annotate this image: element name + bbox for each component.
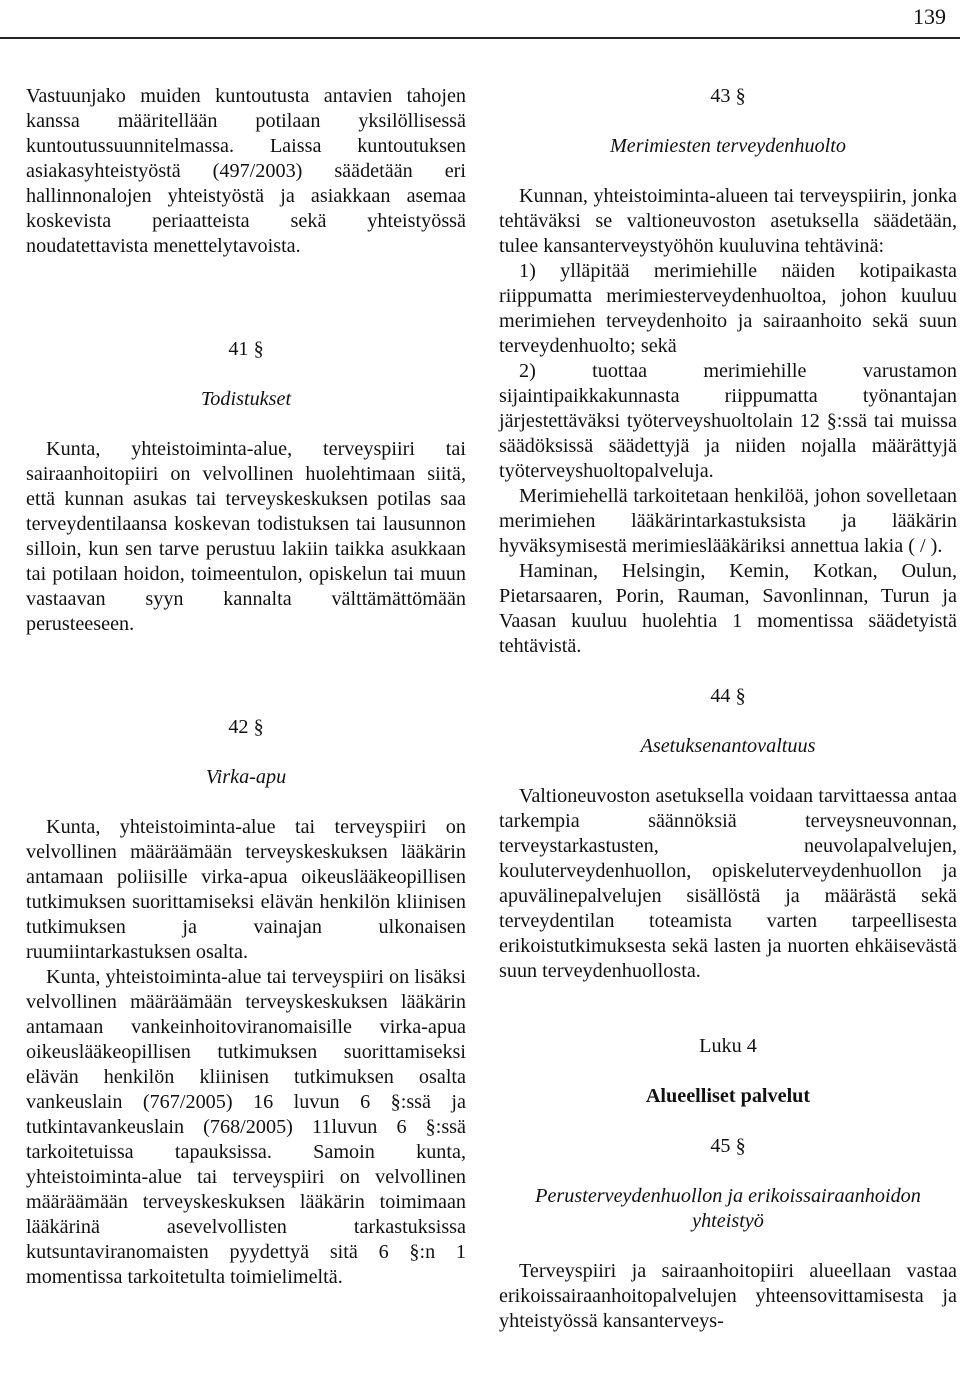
section-45-number: 45 § bbox=[710, 1135, 746, 1157]
section-43-paragraph-3: 2) tuottaa merimiehille varustamon sijaintipaikkakunnasta riippumatta työnantajan järjestettäväksi työterveyshuoltolain 12 §:ssä tai muissa säädöksissä säädettyjä ja niiden nojalla määrättyjä työterveyshuoltopalveluja. bbox=[499, 360, 957, 482]
section-42-title: Virka-apu bbox=[205, 766, 287, 788]
section-42-number: 42 § bbox=[228, 716, 264, 738]
page-number: 139 bbox=[913, 4, 946, 29]
section-43-paragraph-1: Kunnan, yhteistoiminta-alueen tai terveyspiirin, jonka tehtäväksi se valtioneuvoston asetuksella säädetään, tulee kansanterveystyöhön kuuluvina tehtävinä: bbox=[499, 185, 957, 257]
section-44-title: Asetuksenantovaltuus bbox=[640, 735, 816, 757]
right-column bbox=[499, 84, 957, 1334]
section-44-number: 44 § bbox=[710, 685, 746, 707]
section-42-paragraph-2: Kunta, yhteistoiminta-alue tai terveyspiiri on lisäksi velvollinen määräämään terveyskeskuksen lääkärin antamaan vankeinhoitoviranomaisille virka-apua oikeuslääkeopillisen tutkimuksen suorittamiseksi elävän henkilön kliinisen tutkimuksen osalta vankeuslain (767/2005) 16 luvun 6 §:ssä ja tutkintavankeuslain (768/2005) 11luvun 6 §:ssä tarkoitetuissa tapauksissa. Samoin kunta, yhteistoiminta-alue tai terveyspiiri on velvollinen määräämään terveyskeskuksen lääkärin toimimaan lääkärinä asevelvollisten tarkastuksissa kutsuntaviranomaisten pyydettyä sitä 6 §:n 1 momentissa tarkoitetulta toimielimeltä. bbox=[26, 966, 466, 1288]
section-43-title: Merimiesten terveydenhuolto bbox=[609, 135, 846, 157]
section-42-paragraph-1: Kunta, yhteistoiminta-alue tai terveyspiiri on velvollinen määräämään terveyskeskuksen lääkärin antamaan poliisille virka-apua oikeuslääkeopillisen tutkimuksen suorittamiseksi elävän henkilön kliinisen tutkimuksen ja vainajan ulkonaisen ruumiintarkastuksen osalta. bbox=[26, 816, 466, 963]
section-43-paragraph-5: Haminan, Helsingin, Kemin, Kotkan, Oulun, Pietarsaaren, Porin, Rauman, Savonlinnan, Turun ja Vaasan kuuluu huolehtia 1 momentissa säädetyistä tehtävistä. bbox=[499, 560, 957, 657]
left-column bbox=[26, 84, 466, 1290]
section-45-paragraph-1: Terveyspiiri ja sairaanhoitopiiri alueellaan vastaa erikoissairaanhoitopalvelujen yhteensovittamisesta ja yhteistyössä kansanterveys- bbox=[499, 1260, 957, 1332]
section-41-number: 41 § bbox=[228, 338, 264, 360]
section-43-paragraph-2: 1) ylläpitää merimiehille näiden kotipaikasta riippumatta merimiesterveydenhuoltoa, johon kuuluu merimiehen terveydenhoito ja sairaanhoito sekä suun terveydenhuolto; sekä bbox=[499, 260, 957, 357]
intro-paragraph: Vastuunjako muiden kuntoutusta antavien tahojen kanssa määritellään potilaan yksilöllisessä kuntoutussuunnitelmassa. Laissa kuntoutuksen asiakasyhteistyöstä (497/2003) säädetään eri hallinnonalojen yhteistyöstä ja asiakkaan asemaa koskevista periaatteista sekä yhteistyössä noudatettavista menettelytavoista. bbox=[26, 85, 466, 257]
header-rule bbox=[0, 37, 960, 39]
section-45-title: Perusterveydenhuollon ja erikoissairaanhoidon yhteistyö bbox=[535, 1185, 921, 1232]
section-43-number: 43 § bbox=[710, 85, 746, 107]
chapter-title: Alueelliset palvelut bbox=[645, 1085, 811, 1107]
section-41-title: Todistukset bbox=[200, 388, 292, 410]
section-44-paragraph-1: Valtioneuvoston asetuksella voidaan tarvittaessa antaa tarkempia säännöksiä terveysneuvonnan, terveystarkastusten, neuvolapalvelujen, kouluterveydenhuollon, opiskeluterveydenhuollon ja apuvälinepalvelujen sisällöstä ja määrästä sekä terveydentilan toteamista varten tarpeellisesta erikoistutkimuksesta sekä lasten ja nuorten ehkäisevästä suun terveydenhuollosta. bbox=[499, 785, 957, 982]
chapter-label: Luku 4 bbox=[699, 1035, 757, 1057]
section-41-paragraph-1: Kunta, yhteistoiminta-alue, terveyspiiri tai sairaanhoitopiiri on velvollinen huolehtimaan siitä, että kunnan asukas tai terveyskeskuksen potilas saa terveydentilaansa koskevan todistuksen tai lausunnon silloin, kun sen tarve perustuu lakiin taikka asukkaan tai potilaan hoidon, toimeentulon, opiskelun tai muun vastaavan syyn kannalta välttämättömään perusteeseen. bbox=[26, 438, 466, 635]
section-43-paragraph-4: Merimiehellä tarkoitetaan henkilöä, johon sovelletaan merimiehen lääkärintarkastuksista ja lääkärin hyväksymisestä merimieslääkäriksi annettua lakia ( / ). bbox=[499, 485, 957, 557]
